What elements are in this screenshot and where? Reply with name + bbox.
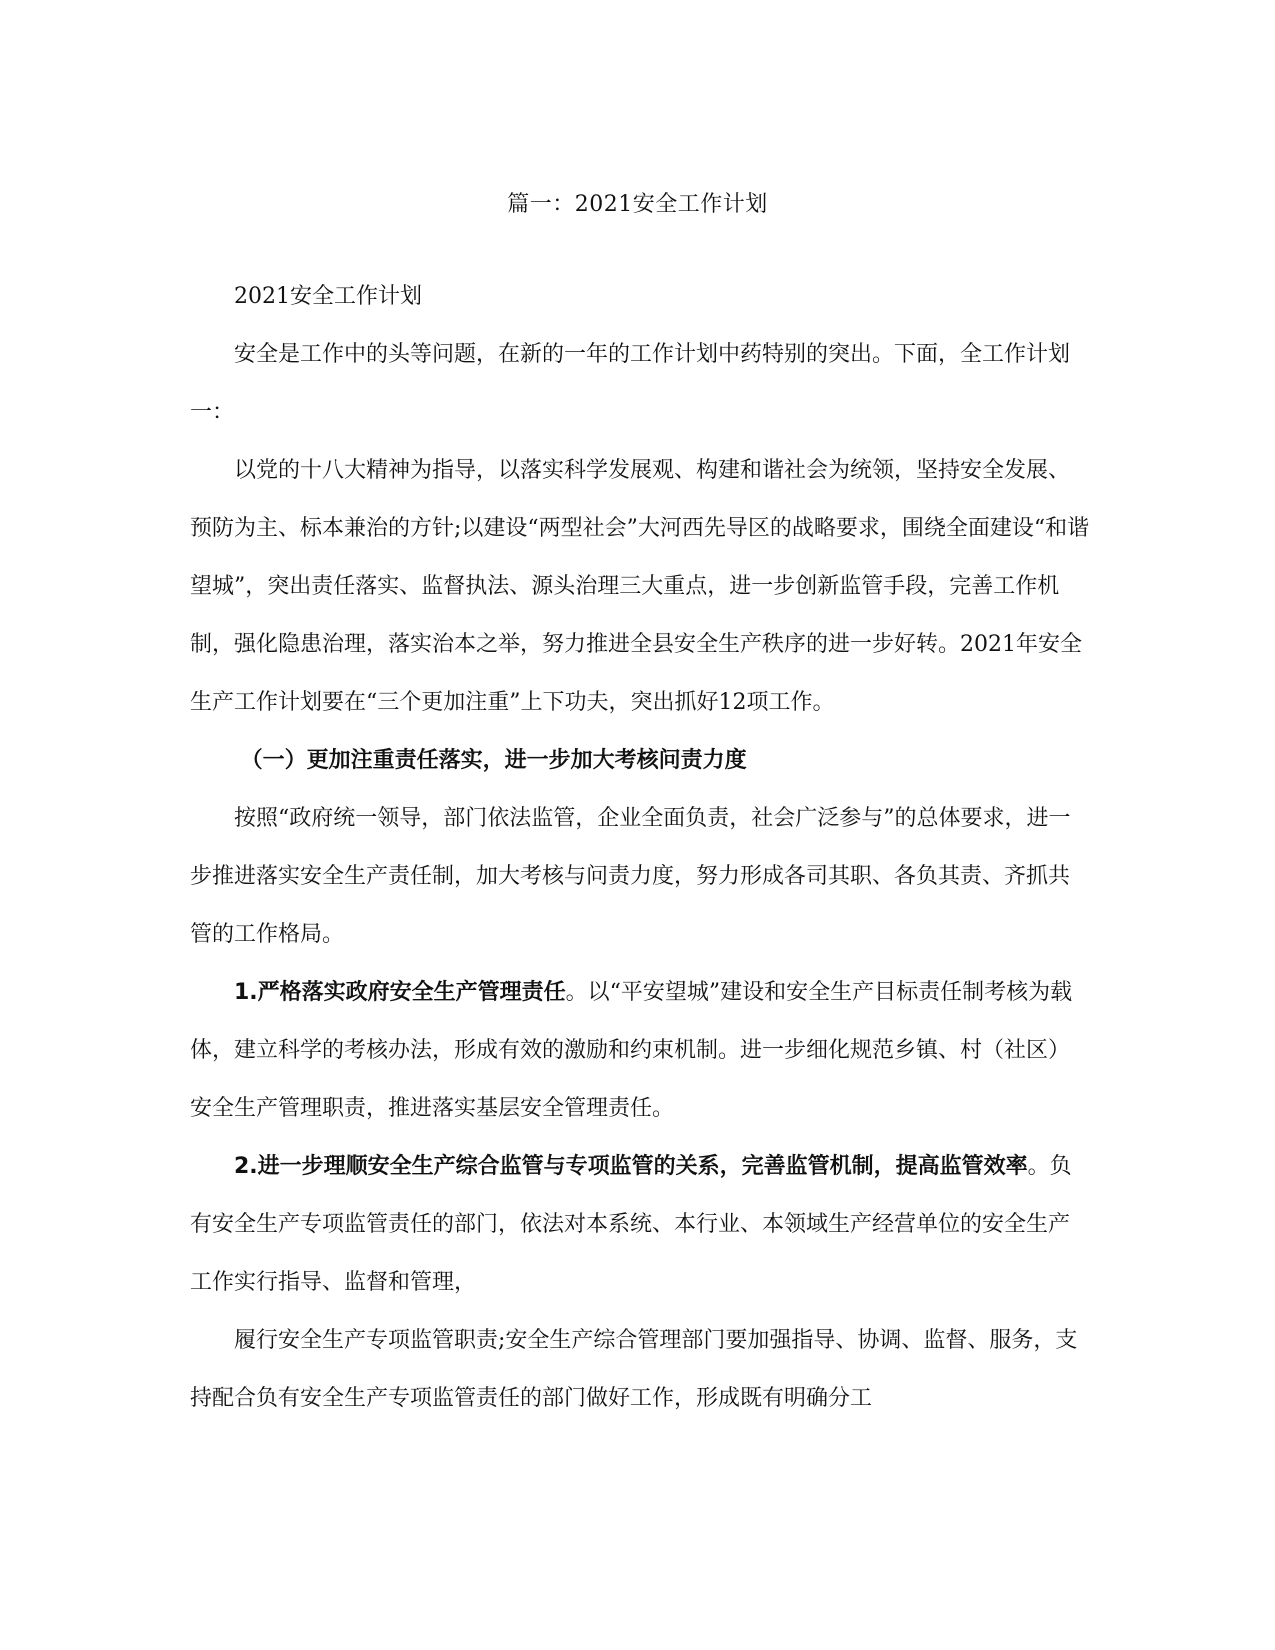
document-subtitle: 2021安全工作计划 <box>234 284 422 309</box>
item-2-heading: 2.进一步理顺安全生产综合监管与专项监管的关系，完善监管机制，提高监管效率 <box>234 1154 1028 1179</box>
section-heading: （一）更加注重责任落实，进一步加大考核问责力度 <box>240 748 747 773</box>
item-1-paragraph <box>190 964 1090 1138</box>
last-paragraph: 履行安全生产专项监管职责;安全生产综合管理部门要加强指导、协调、监督、服务，支持配合负有安全生产专项监管责任的部门做好工作，形成既有明确分工 <box>190 1328 1078 1411</box>
document-body <box>190 268 1090 1428</box>
intro-paragraph: 安全是工作中的头等问题，在新的一年的工作计划中药特别的突出。下面，全工作计划一： <box>190 342 1071 425</box>
guiding-paragraph: 以党的十八大精神为指导，以落实科学发展观、构建和谐社会为统领，坚持安全发展、预防为主、标本兼治的方针;以建设“两型社会”大河西先导区的战略要求，围绕全面建设“和谐望城”，突出责任落实、监督执法、源头治理三大重点，进一步创新监管手段，完善工作机制，强化隐患治理，落实治本之举，努力推进全县安全生产秩序的进一步好转。2021年安全生产工作计划要在“三个更加注重”上下功夫，突出抓好12项工作。 <box>190 458 1090 715</box>
item-1-heading: 1.严格落实政府安全生产管理责任 <box>234 980 566 1005</box>
document-title: 篇一：2021安全工作计划 <box>507 192 768 217</box>
item-2-text: 。负有安全生产专项监管责任的部门，依法对本系统、本行业、本领域生产经营单位的安全生产工作实行指导、监督和管理， <box>190 1154 1072 1295</box>
section-paragraph: 按照“政府统一领导，部门依法监管，企业全面负责，社会广泛参与”的总体要求，进一步推进落实安全生产责任制，加大考核与问责力度，努力形成各司其职、各负其责、齐抓共管的工作格局。 <box>190 806 1071 947</box>
item-1-text: 。以“平安望城”建设和安全生产目标责任制考核为载体，建立科学的考核办法，形成有效的激励和约束机制。进一步细化规范乡镇、村（社区）安全生产管理职责，推进落实基层安全管理责任。 <box>190 980 1073 1121</box>
item-2-paragraph <box>190 1138 1090 1312</box>
